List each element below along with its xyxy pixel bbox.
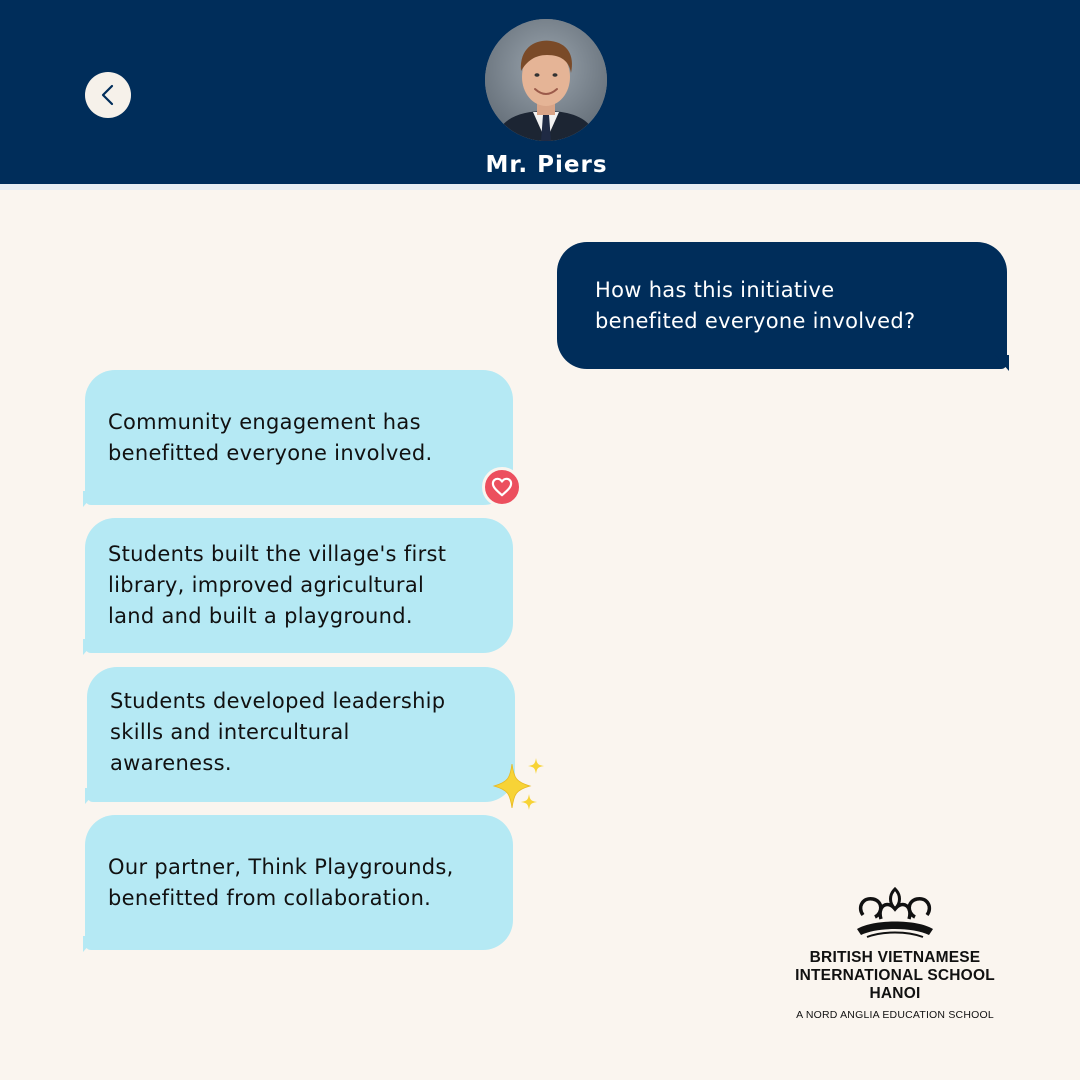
contact-name: Mr. Piers [485,152,608,178]
chevron-left-icon [98,83,118,107]
message-text-line: skills and intercultural [110,720,350,744]
message-bubble-incoming[interactable] [87,667,515,802]
bubble-tail [83,936,97,952]
message-bubble-incoming[interactable] [85,370,513,505]
message-text-line: awareness. [110,751,232,775]
heart-icon [491,477,513,497]
bubble-tail [83,639,97,655]
message-text-line: benefitted from collaboration. [108,886,432,910]
school-logo [780,885,1010,1021]
bubble-tail [85,788,99,804]
message-text-line: How has this initiative [595,278,835,302]
chat-header [0,0,1080,190]
message-text-line: Students developed leadership [110,689,446,713]
message-bubble-incoming[interactable] [85,518,513,653]
avatar-photo [485,19,607,141]
message-text-line: land and built a playground. [108,604,413,628]
back-button[interactable] [85,72,131,118]
avatar[interactable] [485,19,607,141]
crown-crest-icon [853,885,937,943]
message-text-line: Our partner, Think Playgrounds, [108,855,454,879]
message-bubble-outgoing[interactable] [557,242,1007,369]
message-text-line: benefited everyone involved? [595,309,916,333]
message-text-line: Community engagement has [108,410,421,434]
bubble-tail [83,491,97,507]
sparkles-icon [488,756,548,816]
logo-text-line: HANOI [869,985,921,1002]
bubble-tail [995,355,1009,371]
logo-subtitle: A NORD ANGLIA EDUCATION SCHOOL [796,1009,994,1021]
heart-reaction[interactable] [482,467,522,507]
message-text-line: library, improved agricultural [108,573,425,597]
logo-text-line: BRITISH VIETNAMESE [809,949,981,966]
message-text-line: Students built the village's first [108,542,447,566]
message-text-line: benefitted everyone involved. [108,441,433,465]
message-bubble-incoming[interactable] [85,815,513,950]
logo-text-line: INTERNATIONAL SCHOOL [795,967,995,984]
